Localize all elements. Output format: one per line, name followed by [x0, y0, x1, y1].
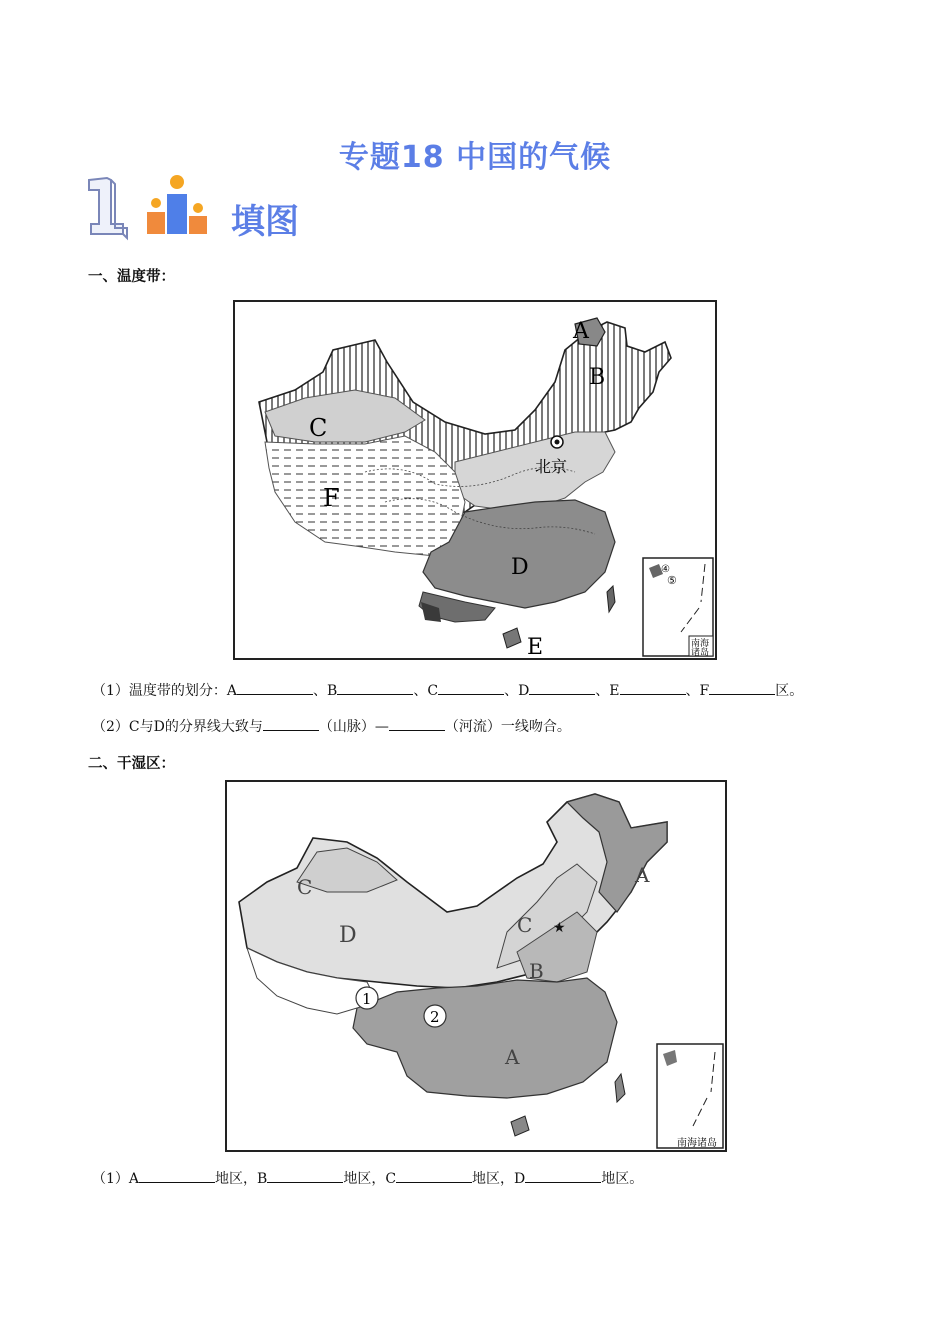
zone-letter-e: E [527, 635, 544, 658]
blank-e[interactable] [620, 680, 686, 695]
region-letter-c-west: C [297, 875, 313, 899]
q1-prefix: （1）温度带的划分： [92, 683, 227, 699]
region-letter-a-ne: A [635, 863, 650, 887]
q1-item-d: D [518, 683, 530, 699]
blank-region-b[interactable] [267, 1168, 343, 1183]
inset-number-5: ⑤ [667, 574, 677, 587]
blank-mountain[interactable] [263, 716, 319, 731]
zone-letter-f: F [323, 484, 340, 512]
page-title: 专题18 中国的气候 [338, 140, 612, 175]
q1-item-c: C [427, 683, 439, 699]
blank-c[interactable] [438, 680, 504, 695]
zone-letter-c: C [309, 414, 328, 442]
zone-letter-b: B [589, 365, 606, 390]
blank-a[interactable] [237, 680, 313, 695]
capital-star-icon: ★ [553, 920, 566, 936]
part2-question-1: （1）A 地区，B 地区，C 地区，D 地区。 [92, 1168, 643, 1188]
blank-river[interactable] [389, 716, 445, 731]
circle-number-1: 1 [362, 990, 372, 1008]
region-letter-d: D [339, 923, 357, 948]
inset-number-4: ④ [661, 564, 670, 575]
inset-label: 南海诸岛 [677, 1138, 717, 1149]
section-header [85, 172, 385, 242]
q1-item-e: E [609, 683, 620, 699]
zone-letter-d: D [511, 555, 529, 580]
blank-region-d[interactable] [525, 1168, 601, 1183]
part1-question-2: （2）C与D的分界线大致与 （山脉）— （河流）一线吻合。 [92, 716, 571, 736]
zone-letter-a: A [573, 319, 589, 344]
blank-b[interactable] [337, 680, 413, 695]
blank-region-a[interactable] [139, 1168, 215, 1183]
q1-item-f: F [699, 683, 710, 699]
beijing-label: 北京 [535, 457, 568, 476]
q1-item-b: B [327, 683, 338, 699]
inset-label-line2: 诸岛 [691, 648, 710, 658]
section-label: 填图 [231, 202, 299, 242]
temperature-zone-map [233, 300, 717, 660]
q1-item-a: A [226, 683, 238, 699]
circle-number-2: 2 [430, 1008, 440, 1026]
blank-region-c[interactable] [396, 1168, 472, 1183]
region-letter-a-south: A [505, 1045, 520, 1069]
blank-d[interactable] [529, 680, 595, 695]
part2-heading: 二、干湿区： [88, 756, 175, 772]
podium-badge-icon [85, 172, 235, 242]
blank-f[interactable] [709, 680, 775, 695]
region-letter-c-east: C [517, 913, 533, 937]
dry-wet-region-map [225, 780, 727, 1152]
region-letter-b: B [529, 959, 544, 983]
inset-label-line1: 南海 [691, 639, 710, 649]
part1-heading: 一、温度带： [88, 269, 175, 285]
part1-question-1: （1）温度带的划分：A 、B 、C 、D 、E 、F 区。 [92, 680, 803, 700]
